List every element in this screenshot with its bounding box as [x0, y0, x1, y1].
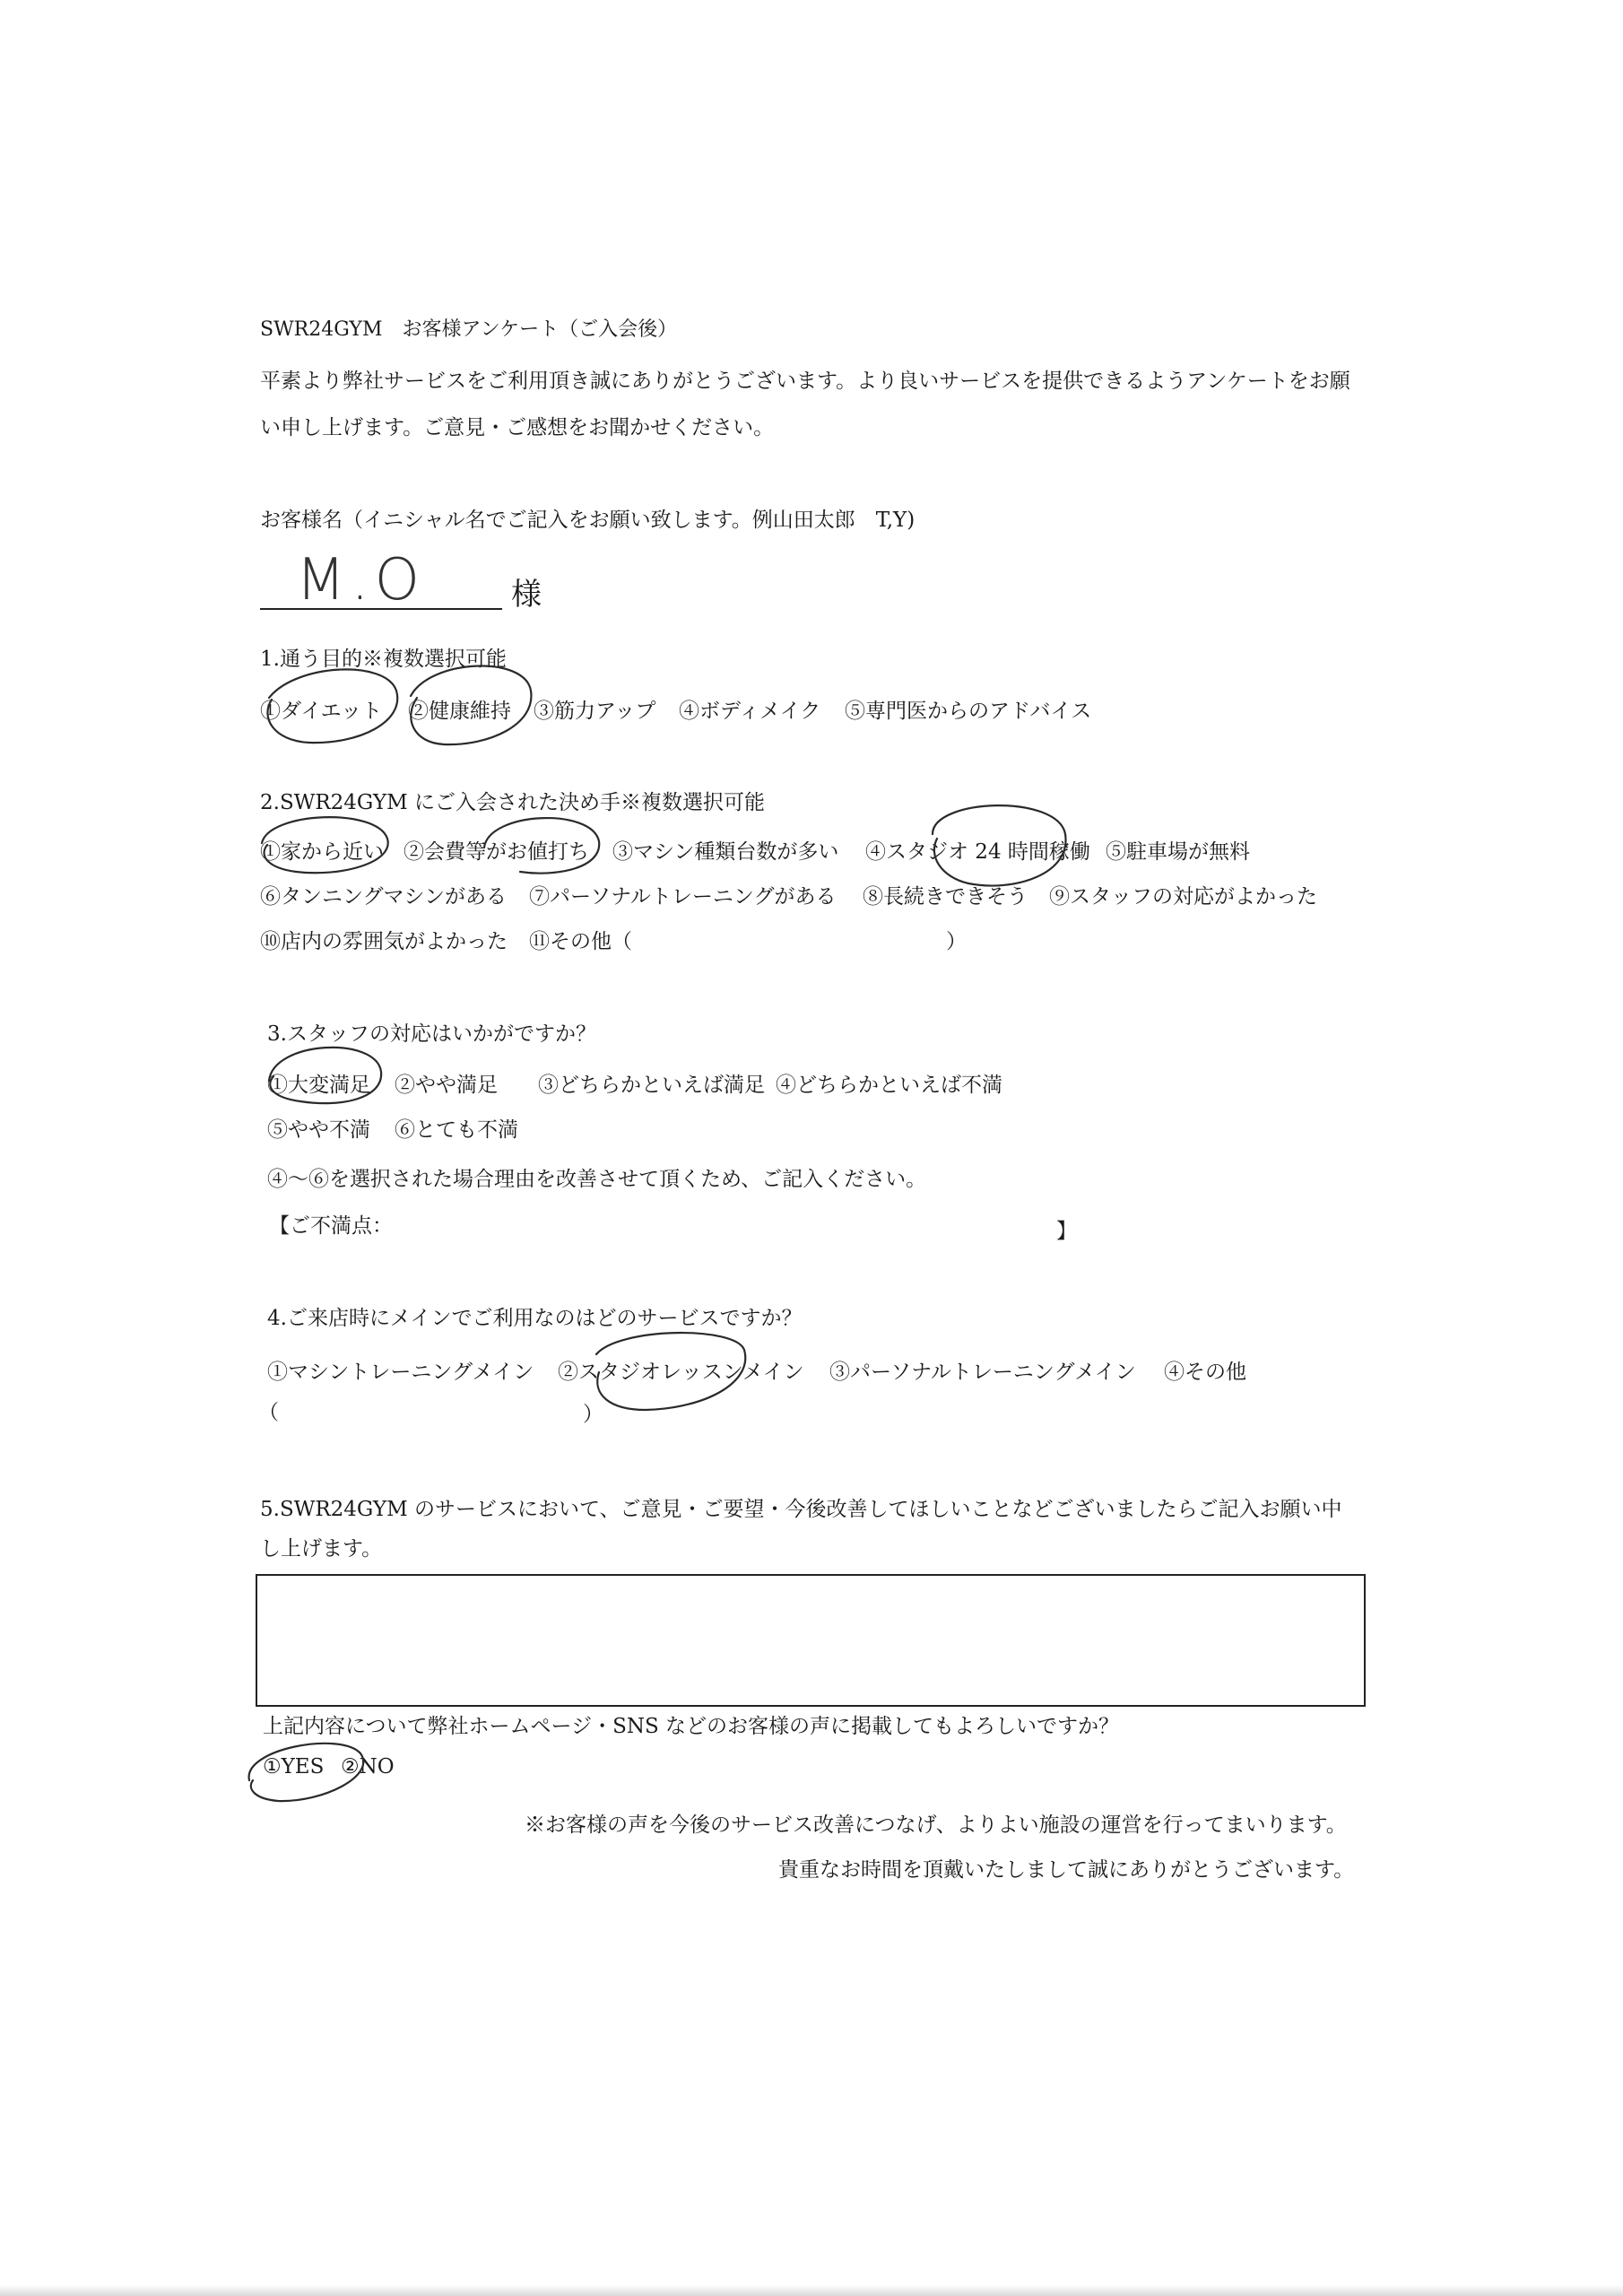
customer-name-label: お客様名（イニシャル名でご記入をお願い致します。例山田太郎 T,Y) [260, 509, 916, 532]
q1-option-health[interactable]: ②健康維持 [408, 700, 511, 723]
q3-complaint-label: 【ご不満点： [269, 1214, 393, 1238]
customer-name-suffix: 様 [511, 577, 542, 613]
q3-option-very-dissatisfied[interactable]: ⑥とても不満 [395, 1118, 518, 1142]
q1-option-diet[interactable]: ①ダイエット [260, 700, 383, 723]
footer-thanks: 貴重なお時間を頂戴いたしまして誠にありがとうございます。 [778, 1858, 1355, 1882]
q3-option-very-satisfied[interactable]: ①大変満足 [267, 1074, 370, 1097]
q4-option-personal[interactable]: ③パーソナルトレーニングメイン [829, 1361, 1136, 1384]
q2-option-studio-24h[interactable]: ④スタジオ 24 時間稼働 [865, 840, 1090, 864]
q3-note: ④～⑥を選択された場合理由を改善させて頂くため、ご記入ください。 [267, 1168, 927, 1191]
footer-note: ※お客様の声を今後のサービス改善につなげ、よりよい施設の運営を行ってまいります。 [525, 1813, 1347, 1837]
survey-title: SWR24GYM お客様アンケート（ご入会後） [260, 318, 678, 341]
scan-edge [0, 2285, 1623, 2296]
q1-option-bodymake[interactable]: ④ボディメイク [679, 700, 821, 723]
q2-title: 2.SWR24GYM にご入会された決め手※複数選択可能 [260, 791, 765, 814]
q3-option-somewhat-dissatisfied[interactable]: ⑤やや不満 [267, 1118, 370, 1142]
consent-question: 上記内容について弊社ホームページ・SNS などのお客様の声に掲載してもよろしいですか？ [263, 1715, 1120, 1738]
q3-option-somewhat-satisfied[interactable]: ②やや満足 [395, 1074, 498, 1097]
q2-option-other[interactable]: ⑪その他（ [529, 930, 632, 953]
q3-complaint-close: 】 [1056, 1220, 1077, 1243]
q4-option-machine[interactable]: ①マシントレーニングメイン [267, 1361, 534, 1384]
intro-line-2: い申し上げます。ご意見・ご感想をお聞かせください。 [260, 416, 775, 439]
q2-option-personal[interactable]: ⑦パーソナルトレーニングがある [529, 885, 837, 909]
customer-name-underline [260, 608, 502, 610]
q5-line-1: 5.SWR24GYM のサービスにおいて、ご意見・ご要望・今後改善してほしいことなどございましたらご記入お願い中 [260, 1498, 1342, 1521]
q2-option-near-home[interactable]: ①家から近い [260, 840, 384, 864]
q2-option-other-close: ） [946, 930, 967, 953]
q3-option-rather-dissatisfied[interactable]: ④どちらかといえば不満 [776, 1074, 1002, 1097]
q2-option-fee[interactable]: ②会費等がお値打ち [404, 840, 589, 864]
q4-option-other[interactable]: ④その他 [1164, 1361, 1246, 1384]
q5-answer-box[interactable] [256, 1574, 1366, 1707]
q4-other-close: ） [583, 1403, 603, 1426]
q4-other-open: （ [258, 1401, 279, 1424]
q2-option-parking[interactable]: ⑤駐車場が無料 [1106, 840, 1250, 864]
q1-option-muscle[interactable]: ③筋力アップ [534, 700, 656, 723]
q2-option-staff[interactable]: ⑨スタッフの対応がよかった [1049, 885, 1317, 909]
q4-option-studio[interactable]: ②スタジオレッスンメイン [558, 1361, 804, 1384]
q2-option-tanning[interactable]: ⑥タンニングマシンがある [260, 885, 507, 909]
intro-line-1: 平素より弊社サービスをご利用頂き誠にありがとうございます。より良いサービスを提供できるようアンケートをお願 [260, 370, 1350, 393]
q1-title: 1.通う目的※複数選択可能 [260, 648, 507, 671]
q3-title: 3.スタッフの対応はいかがですか？ [267, 1022, 596, 1046]
q2-option-atmosphere[interactable]: ⑩店内の雰囲気がよかった [260, 930, 508, 953]
customer-name-handwritten[interactable]: M.O [296, 547, 425, 613]
q2-option-long-lasting[interactable]: ⑧長続きできそう [863, 885, 1028, 909]
q2-option-machines[interactable]: ③マシン種類台数が多い [612, 840, 839, 864]
q5-line-2: し上げます。 [260, 1537, 383, 1561]
q3-option-rather-satisfied[interactable]: ③どちらかといえば満足 [538, 1074, 765, 1097]
consent-no[interactable]: ②NO [341, 1755, 395, 1779]
q1-option-doctor[interactable]: ⑤専門医からのアドバイス [845, 700, 1092, 723]
q4-title: 4.ご来店時にメインでご利用なのはどのサービスですか？ [267, 1307, 803, 1330]
consent-yes[interactable]: ①YES [263, 1755, 325, 1779]
